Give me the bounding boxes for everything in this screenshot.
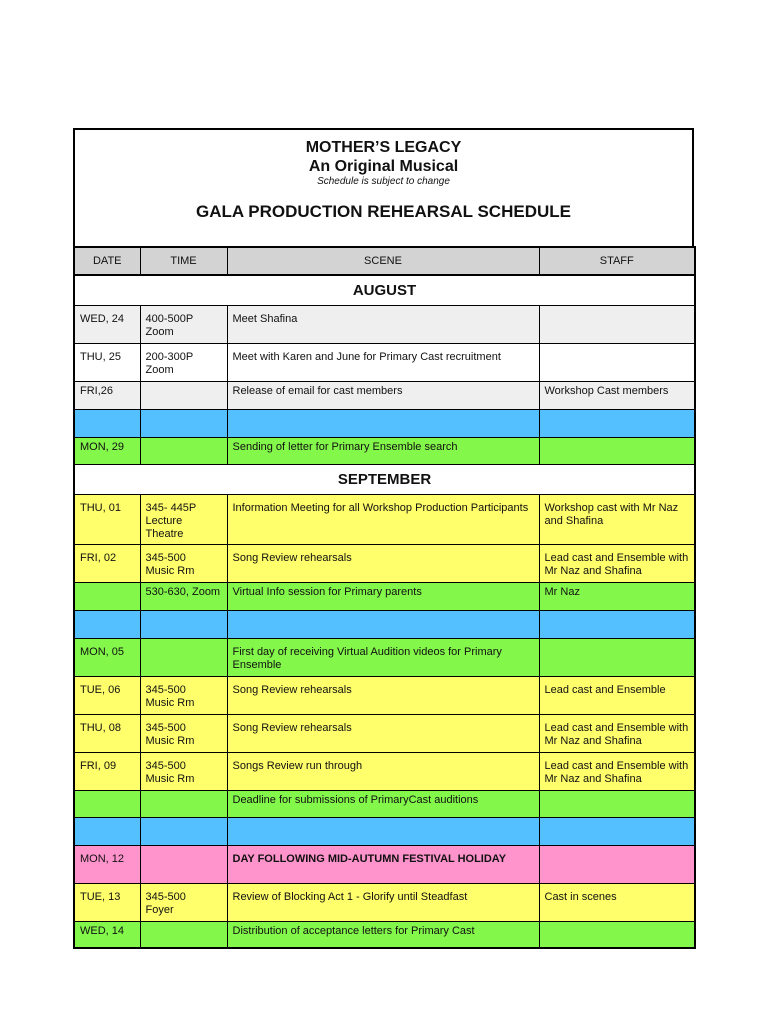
- schedule-row: [74, 638, 695, 676]
- scene-cell: Information Meeting for all Workshop Production Participants: [227, 494, 539, 544]
- staff-cell: [539, 921, 695, 948]
- schedule-row: [74, 544, 695, 582]
- schedule-row: [74, 714, 695, 752]
- time-cell: [140, 817, 227, 845]
- scene-cell: Virtual Info session for Primary parents: [227, 582, 539, 610]
- date-cell: FRI, 09: [74, 752, 140, 790]
- scene-cell: Release of email for cast members: [227, 381, 539, 409]
- schedule-row: [74, 343, 695, 381]
- time-cell: [140, 921, 227, 948]
- document-subtitle: An Original Musical: [308, 158, 459, 175]
- time-cell: [140, 409, 227, 437]
- schedule-row: [74, 494, 695, 544]
- date-cell: THU, 08: [74, 714, 140, 752]
- scene-cell: Song Review rehearsals: [227, 676, 539, 714]
- staff-cell: [539, 437, 695, 464]
- schedule-body: [74, 275, 695, 948]
- column-header-time: TIME: [140, 247, 227, 275]
- schedule-row: [74, 752, 695, 790]
- schedule-row: [74, 817, 695, 845]
- time-cell: 345- 445P Lecture Theatre: [140, 494, 227, 544]
- scene-cell: Sending of letter for Primary Ensemble search: [227, 437, 539, 464]
- schedule-sheet: [73, 128, 694, 949]
- scene-cell: [227, 817, 539, 845]
- schedule-row: [74, 610, 695, 638]
- date-cell: WED, 24: [74, 305, 140, 343]
- time-cell: 345-500 Foyer: [140, 883, 227, 921]
- staff-cell: Workshop Cast members: [539, 381, 695, 409]
- date-cell: FRI,26: [74, 381, 140, 409]
- scene-cell: Meet Shafina: [227, 305, 539, 343]
- schedule-header: [73, 128, 694, 246]
- staff-cell: Cast in scenes: [539, 883, 695, 921]
- date-cell: TUE, 06: [74, 676, 140, 714]
- date-cell: [74, 409, 140, 437]
- scene-cell: Song Review rehearsals: [227, 714, 539, 752]
- scene-cell: Songs Review run through: [227, 752, 539, 790]
- schedule-row: [74, 845, 695, 883]
- time-cell: 200-300P Zoom: [140, 343, 227, 381]
- time-cell: [140, 638, 227, 676]
- date-cell: THU, 01: [74, 494, 140, 544]
- staff-cell: Lead cast and Ensemble with Mr Naz and Shafina: [539, 714, 695, 752]
- document-title: MOTHER’S LEGACY: [305, 139, 462, 156]
- staff-cell: Lead cast and Ensemble: [539, 676, 695, 714]
- schedule-row: [74, 305, 695, 343]
- schedule-row: [74, 381, 695, 409]
- time-cell: [140, 437, 227, 464]
- time-cell: 345-500 Music Rm: [140, 676, 227, 714]
- scene-cell: Song Review rehearsals: [227, 544, 539, 582]
- staff-cell: Lead cast and Ensemble with Mr Naz and Shafina: [539, 752, 695, 790]
- date-cell: [74, 582, 140, 610]
- staff-cell: [539, 409, 695, 437]
- date-cell: WED, 14: [74, 921, 140, 948]
- time-cell: 345-500 Music Rm: [140, 714, 227, 752]
- date-cell: FRI, 02: [74, 544, 140, 582]
- date-cell: [74, 790, 140, 817]
- schedule-row: [74, 437, 695, 464]
- time-cell: [140, 790, 227, 817]
- date-cell: TUE, 13: [74, 883, 140, 921]
- time-cell: [140, 845, 227, 883]
- column-header-staff: STAFF: [539, 247, 695, 275]
- column-header-scene: SCENE: [227, 247, 539, 275]
- date-cell: MON, 12: [74, 845, 140, 883]
- month-row: [74, 275, 695, 305]
- schedule-row: [74, 883, 695, 921]
- staff-cell: [539, 343, 695, 381]
- date-cell: THU, 25: [74, 343, 140, 381]
- schedule-row: [74, 921, 695, 948]
- staff-cell: [539, 790, 695, 817]
- schedule-row: [74, 676, 695, 714]
- staff-cell: Lead cast and Ensemble with Mr Naz and Shafina: [539, 544, 695, 582]
- scene-cell: Deadline for submissions of PrimaryCast auditions: [227, 790, 539, 817]
- scene-cell: [227, 610, 539, 638]
- time-cell: 530-630, Zoom: [140, 582, 227, 610]
- date-cell: [74, 610, 140, 638]
- date-cell: MON, 05: [74, 638, 140, 676]
- schedule-row: [74, 582, 695, 610]
- schedule-table: [73, 246, 696, 949]
- schedule-row: [74, 409, 695, 437]
- change-notice: Schedule is subject to change: [317, 176, 450, 187]
- scene-cell: Distribution of acceptance letters for Primary Cast: [227, 921, 539, 948]
- time-cell: 345-500 Music Rm: [140, 752, 227, 790]
- scene-cell: First day of receiving Virtual Audition videos for Primary Ensemble: [227, 638, 539, 676]
- time-cell: 400-500P Zoom: [140, 305, 227, 343]
- date-cell: [74, 817, 140, 845]
- staff-cell: [539, 845, 695, 883]
- time-cell: [140, 610, 227, 638]
- staff-cell: [539, 638, 695, 676]
- schedule-row: [74, 790, 695, 817]
- month-label: AUGUST: [74, 275, 695, 305]
- scene-cell: Review of Blocking Act 1 - Glorify until Steadfast: [227, 883, 539, 921]
- time-cell: 345-500 Music Rm: [140, 544, 227, 582]
- date-cell: MON, 29: [74, 437, 140, 464]
- scene-cell: DAY FOLLOWING MID-AUTUMN FESTIVAL HOLIDAY: [227, 845, 539, 883]
- time-cell: [140, 381, 227, 409]
- month-label: SEPTEMBER: [74, 464, 695, 494]
- month-row: [74, 464, 695, 494]
- column-header-row: [74, 247, 695, 275]
- staff-cell: [539, 305, 695, 343]
- staff-cell: Workshop cast with Mr Naz and Shafina: [539, 494, 695, 544]
- staff-cell: [539, 610, 695, 638]
- staff-cell: Mr Naz: [539, 582, 695, 610]
- column-header-date: DATE: [74, 247, 140, 275]
- schedule-title: GALA PRODUCTION REHEARSAL SCHEDULE: [196, 202, 571, 221]
- scene-cell: Meet with Karen and June for Primary Cast recruitment: [227, 343, 539, 381]
- scene-cell: [227, 409, 539, 437]
- staff-cell: [539, 817, 695, 845]
